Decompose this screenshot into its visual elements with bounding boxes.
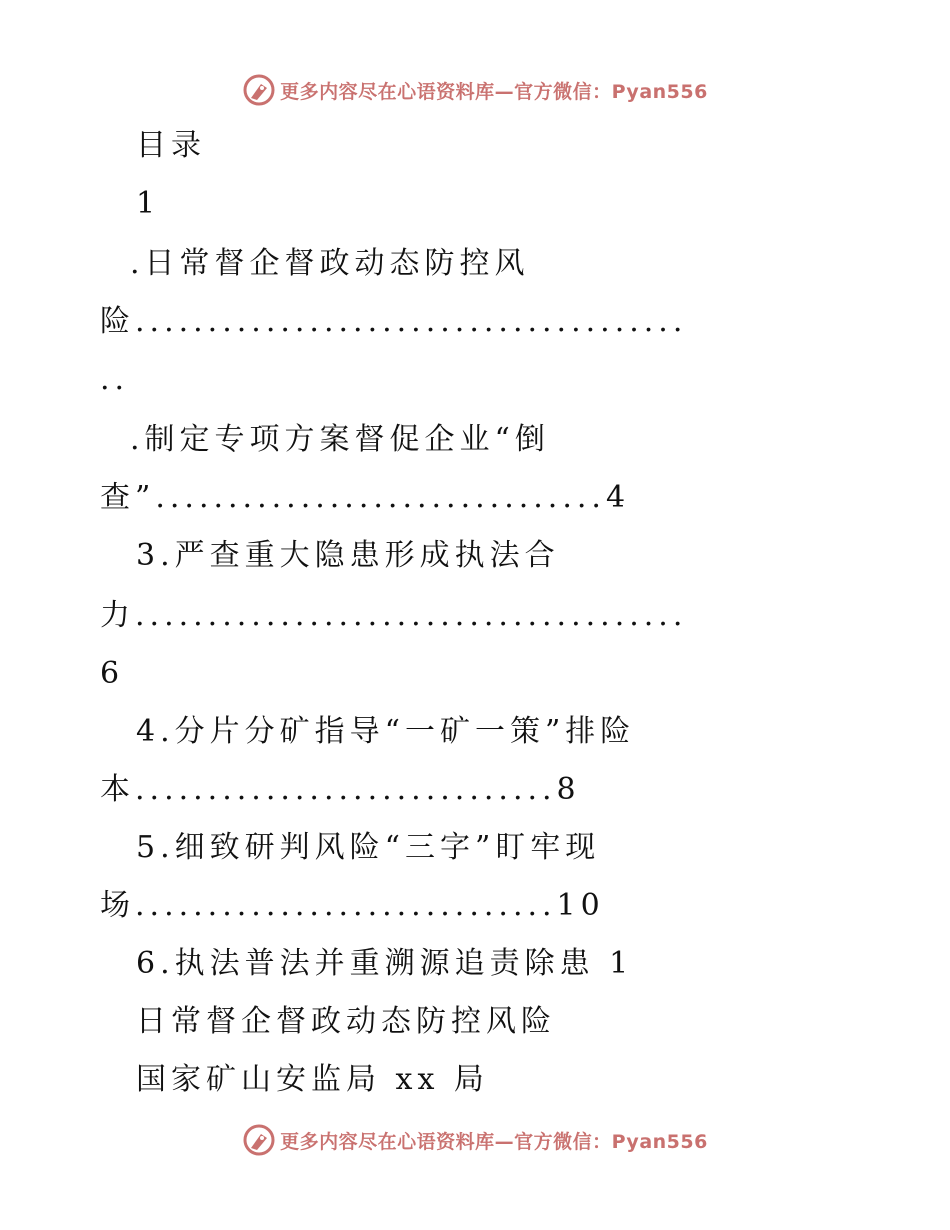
toc-line: 4.分片分矿指导“一矿一策”排险: [136, 714, 636, 749]
toc-line: 本.............................8: [100, 772, 581, 807]
author-org: 国家矿山安监局 xx 局: [136, 1062, 489, 1097]
toc-line: 3.严查重大隐患形成执法合: [136, 538, 560, 573]
toc-line: ..: [100, 362, 130, 397]
section-heading: 日常督企督政动态防控风险: [136, 1004, 556, 1039]
pen-nib-logo-icon: [242, 1123, 276, 1157]
toc-line: 6.执法普法并重溯源追责除患 1: [136, 946, 634, 981]
watermark-footer: [0, 1120, 950, 1160]
toc-line: .制定专项方案督促企业“倒: [130, 422, 550, 457]
toc-line: 5.细致研判风险“三字”盯牢现: [136, 830, 601, 865]
watermark-header: [0, 70, 950, 110]
toc-line: 1: [136, 186, 161, 221]
toc-line: 6: [100, 656, 125, 691]
watermark-text: 更多内容尽在心语资料库—官方微信：Pyan556: [280, 1130, 708, 1153]
toc-line: 查”...............................4: [100, 480, 631, 515]
toc-line: 力......................................: [100, 598, 688, 633]
toc-line: .日常督企督政动态防控风: [130, 246, 530, 281]
watermark-text: 更多内容尽在心语资料库—官方微信：Pyan556: [280, 80, 708, 103]
toc-line: 场.............................10: [100, 888, 605, 923]
pen-nib-logo-icon: [242, 73, 276, 107]
toc-line: 险......................................: [100, 304, 688, 339]
toc-title: 目录: [136, 128, 206, 163]
